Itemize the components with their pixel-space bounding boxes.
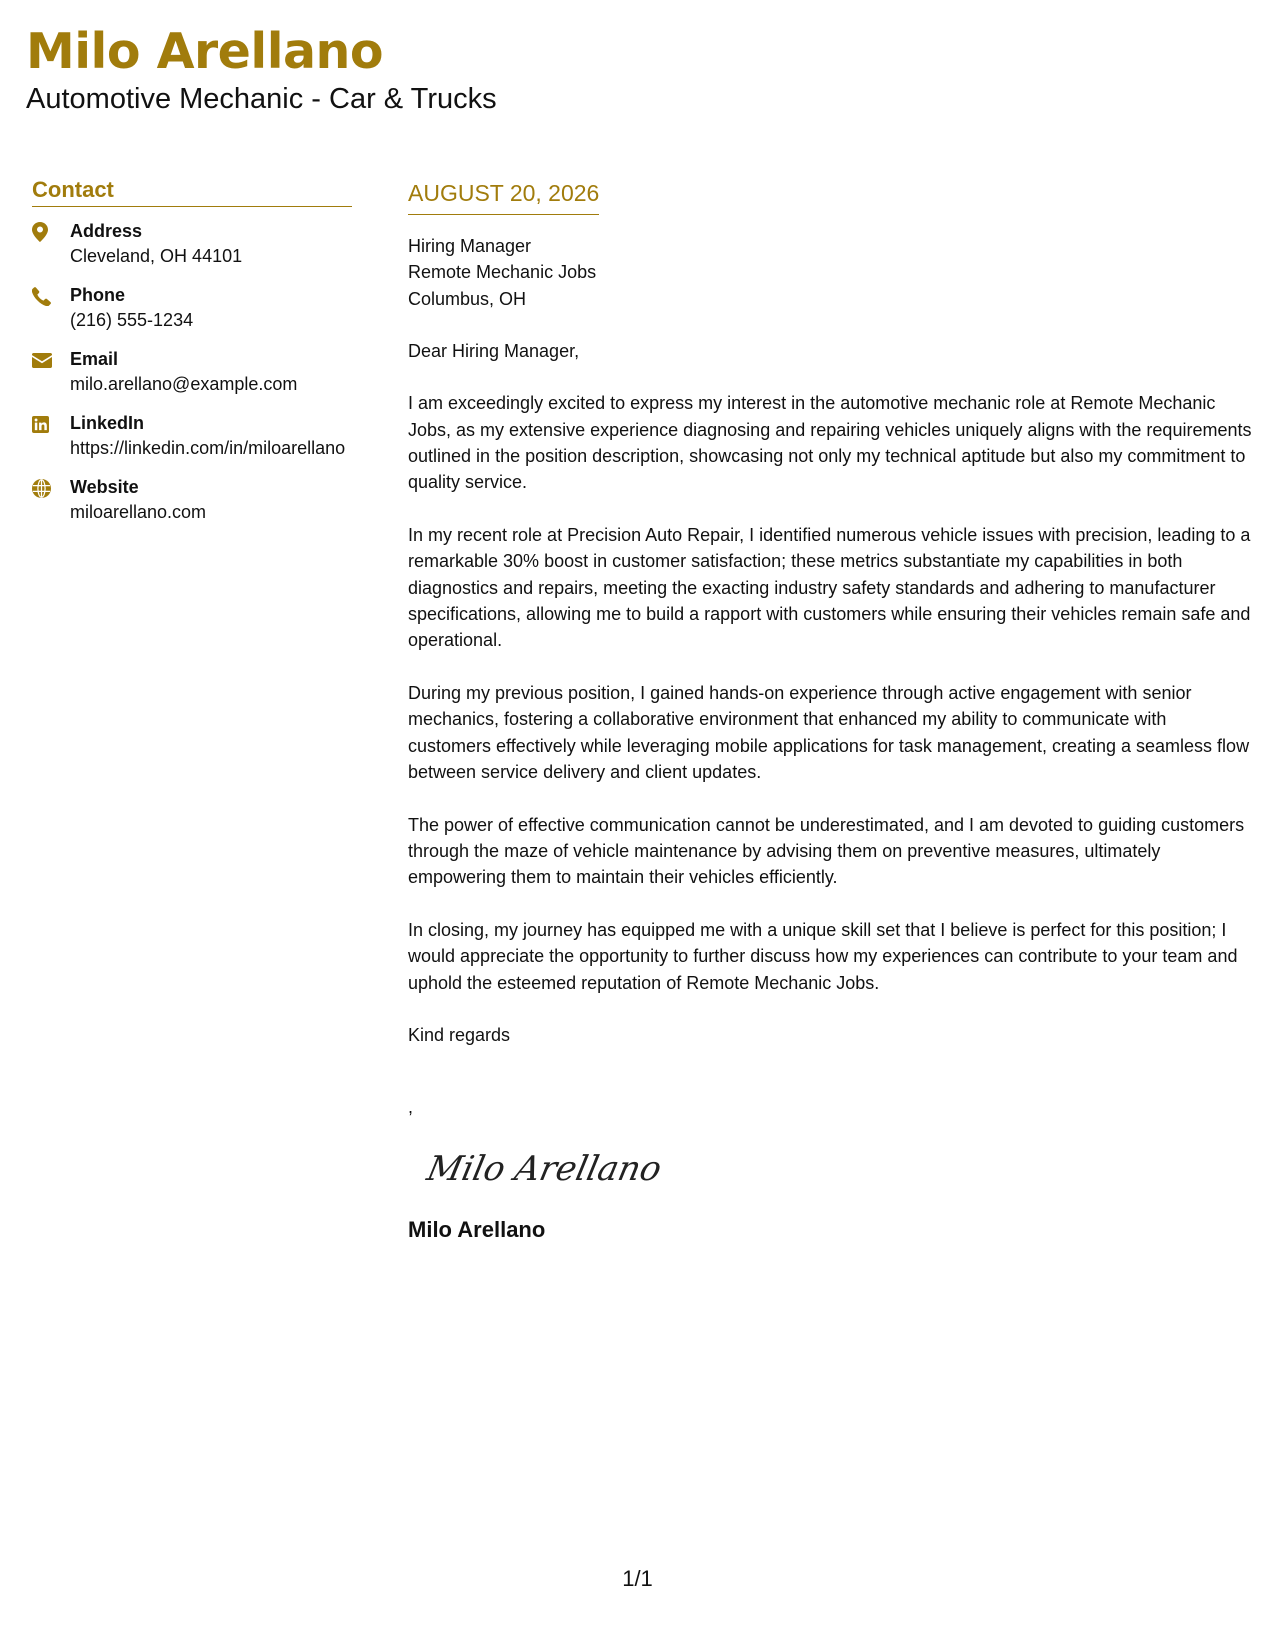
body-paragraph: The power of effective communication cannot be underestimated, and I am devoted to guiding customers through the maze of vehicle maintenance by advising them on preventive measures, ultimately empowering them to maintain their vehicles efficiently. [408, 814, 1245, 888]
email-value[interactable]: milo.arellano@example.com [70, 374, 298, 394]
linkedin-value[interactable]: https://linkedin.com/in/miloarellano [70, 438, 346, 458]
linkedin-icon [32, 411, 70, 435]
body-paragraph: I am exceedingly excited to express my interest in the automotive mechanic role at Remote Mechanic Jobs, as my extensive experience diagnosing and repairing vehicles uniquely aligns with the requirements outlined in the position description, showcasing not only my technical aptitude but also my commitment to quality service. [408, 393, 1252, 493]
map-pin-icon [32, 219, 70, 243]
contact-label: Address [70, 221, 143, 241]
applicant-name: Milo Arellano [26, 23, 384, 80]
header [26, 22, 497, 116]
recipient-name: Hiring Manager [408, 236, 532, 256]
contact-section-title: Contact [32, 176, 352, 207]
letter-body [408, 178, 1253, 1244]
closing-comma: , [408, 1096, 414, 1117]
page-number: 1/1 [622, 1566, 653, 1591]
recipient-location: Columbus, OH [408, 288, 527, 309]
contact-item-phone [32, 283, 352, 333]
recipient-company: Remote Mechanic Jobs [408, 262, 597, 283]
contact-item-linkedin [32, 411, 352, 461]
contact-label: Email [70, 349, 119, 369]
phone-icon [32, 283, 70, 307]
contact-sidebar [32, 176, 352, 539]
contact-label: LinkedIn [70, 413, 145, 433]
contact-label: Phone [70, 285, 126, 305]
address-value: Cleveland, OH 44101 [70, 246, 243, 266]
contact-item-address [32, 219, 352, 269]
closing: Kind regards [408, 1024, 511, 1045]
letter-date: AUGUST 20, 2026 [408, 178, 599, 215]
envelope-icon [32, 347, 70, 371]
globe-icon [32, 475, 70, 499]
signature-mark: Milo Arellano [423, 1149, 662, 1189]
contact-item-website [32, 475, 352, 525]
body-paragraph: In closing, my journey has equipped me with a unique skill set that I believe is perfect for this position; I would appreciate the opportunity to further discuss how my experiences can contribute to your team and uphold the esteemed reputation of Remote Mechanic Jobs. [408, 919, 1238, 993]
body-paragraph: During my previous position, I gained hands-on experience through active engagement with senior mechanics, fostering a collaborative environment that enhanced my ability to communicate with customers effectively while leveraging mobile applications for task management, creating a seamless flow between service delivery and client updates. [408, 682, 1250, 783]
salutation: Dear Hiring Manager, [408, 341, 580, 362]
handwritten-signature [422, 1130, 1253, 1208]
signer-name: Milo Arellano [408, 1216, 546, 1242]
body-paragraph: In my recent role at Precision Auto Repair, I identified numerous vehicle issues with precision, leading to a remarkable 30% boost in customer satisfaction; these metrics substantiate my capabilities in both diagnostics and repairs, meeting the exacting industry safety standards and adhering to manufacturer specifications, allowing me to build a rapport with customers while ensuring their vehicles remain safe and operational. [408, 524, 1251, 651]
recipient-block [408, 233, 1253, 312]
website-value[interactable]: miloarellano.com [70, 502, 207, 522]
contact-item-email [32, 347, 352, 397]
phone-value[interactable]: (216) 555-1234 [70, 310, 194, 330]
job-headline: Automotive Mechanic - Car & Trucks [26, 83, 497, 115]
contact-label: Website [70, 477, 139, 497]
